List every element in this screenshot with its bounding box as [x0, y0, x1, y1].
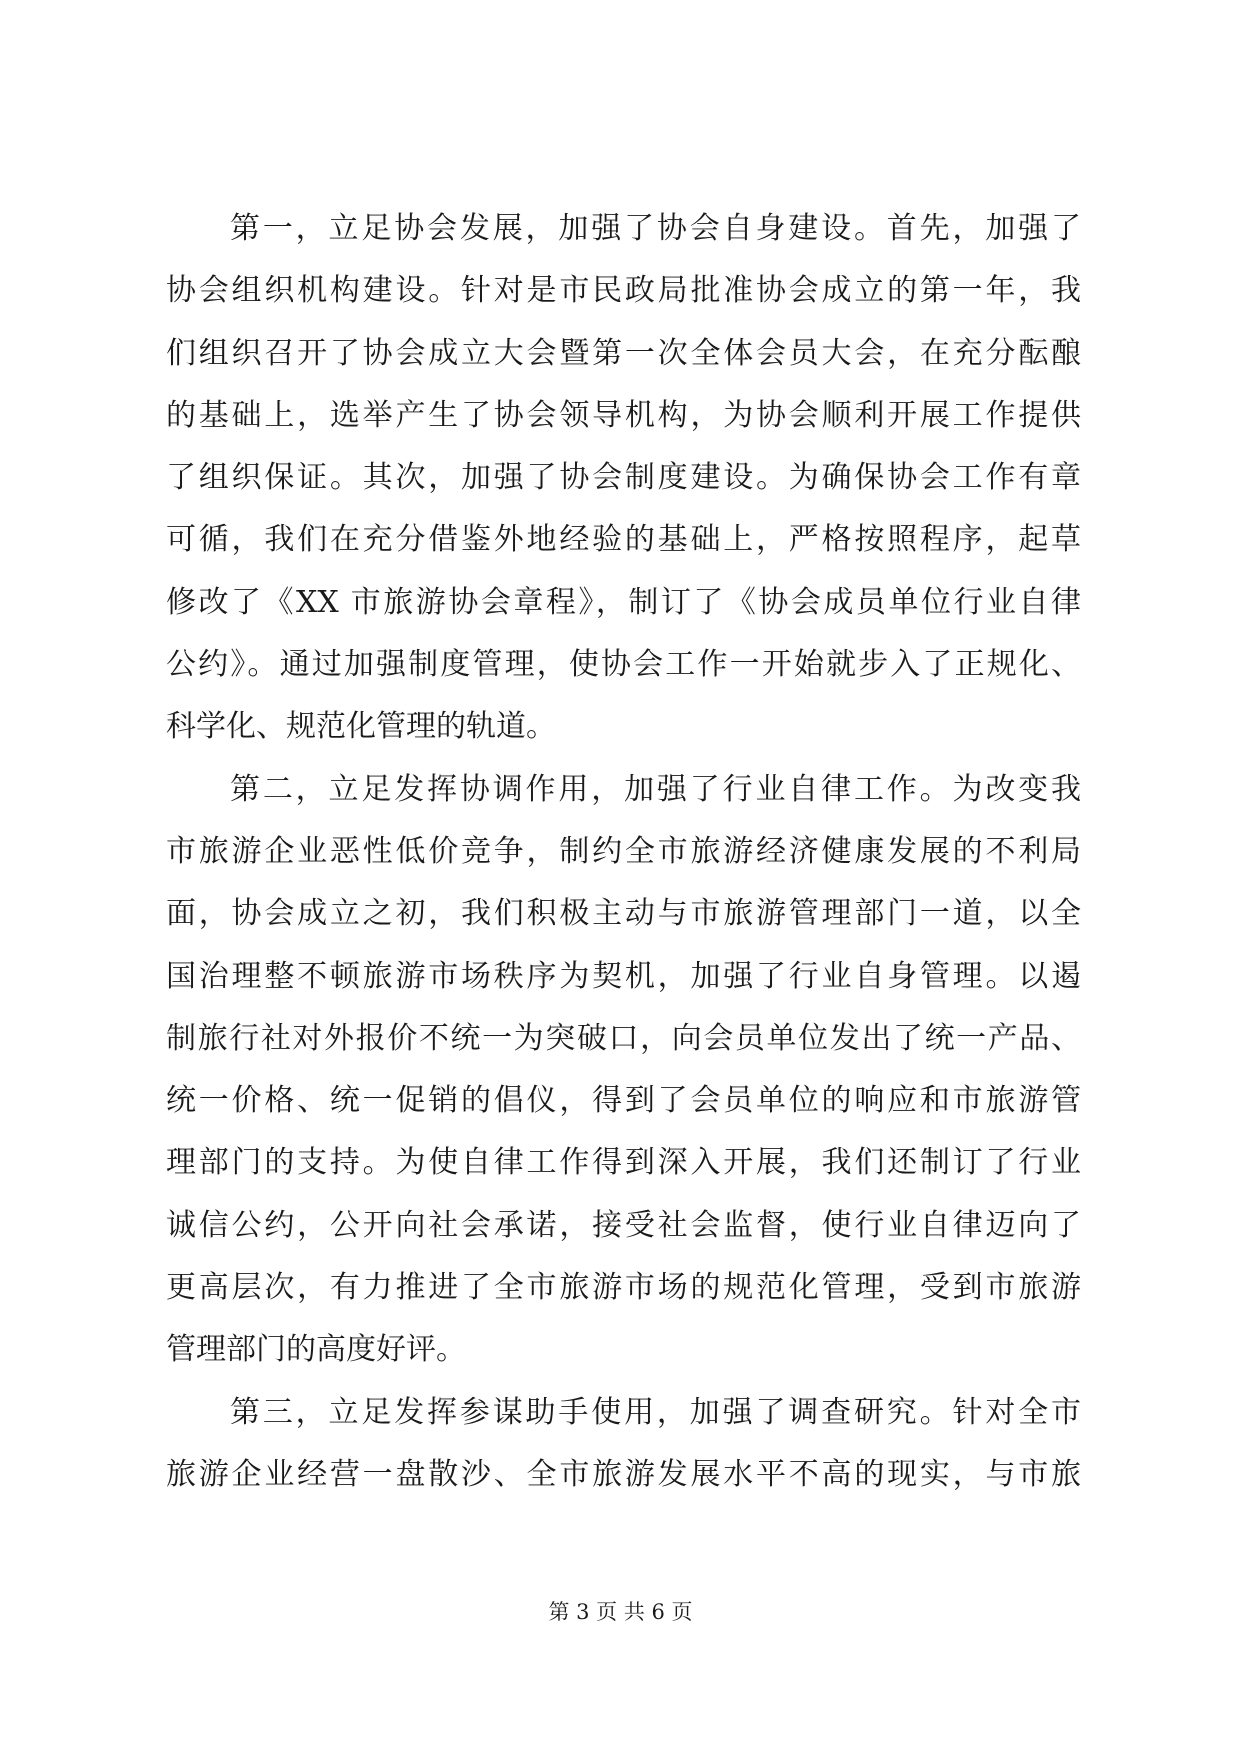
paragraph-line: 面，协会成立之初，我们积极主动与市旅游管理部门一道，以全 [166, 896, 1081, 932]
paragraph-line: 诚信公约，公开向社会承诺，接受社会监督，使行业自律迈向了 [166, 1207, 1081, 1243]
paragraph-line: 制旅行社对外报价不统一为突破口，向会员单位发出了统一产品、 [166, 1020, 1081, 1056]
paragraph-line: 公约》。通过加强制度管理，使协会工作一开始就步入了正规化、 [166, 647, 1081, 683]
paragraph-line: 科学化、规范化管理的轨道。 [166, 709, 556, 745]
paragraph-line: 国治理整不顿旅游市场秩序为契机，加强了行业自身管理。以遏 [166, 958, 1081, 994]
paragraph-line: 第二，立足发挥协调作用，加强了行业自律工作。为改变我 [230, 771, 1081, 807]
paragraph-line: 统一价格、统一促销的倡仪，得到了会员单位的响应和市旅游管 [166, 1083, 1081, 1119]
paragraph-line: 理部门的支持。为使自律工作得到深入开展，我们还制订了行业 [166, 1145, 1081, 1181]
paragraph-line: 的基础上，选举产生了协会领导机构，为协会顺利开展工作提供 [166, 397, 1081, 433]
paragraph-2 [166, 759, 1081, 1382]
page-number-label: 第 3 页 共 6 页 [548, 1600, 693, 1624]
paragraph-line: 市旅游企业恶性低价竞争，制约全市旅游经济健康发展的不利局 [166, 833, 1081, 869]
paragraph-line: 第一，立足协会发展，加强了协会自身建设。首先，加强了 [230, 211, 1081, 246]
paragraph-3 [166, 1382, 1081, 1507]
paragraph-line: 管理部门的高度好评。 [166, 1332, 466, 1368]
document-body [166, 198, 1081, 1506]
paragraph-line: 更高层次，有力推进了全市旅游市场的规范化管理，受到市旅游 [166, 1270, 1081, 1306]
paragraph-line: 协会组织机构建设。针对是市民政局批准协会成立的第一年，我 [166, 273, 1081, 309]
paragraph-line: 修改了《XX 市旅游协会章程》，制订了《协会成员单位行业自律 [166, 584, 1081, 620]
paragraph-1 [166, 198, 1081, 759]
paragraph-line: 旅游企业经营一盘散沙、全市旅游发展水平不高的现实，与市旅 [166, 1456, 1081, 1492]
paragraph-line: 了组织保证。其次，加强了协会制度建设。为确保协会工作有章 [166, 460, 1081, 496]
paragraph-line: 可循，我们在充分借鉴外地经验的基础上，严格按照程序，起草 [166, 522, 1081, 558]
paragraph-line: 第三，立足发挥参谋助手使用，加强了调查研究。针对全市 [230, 1394, 1081, 1430]
paragraph-line: 们组织召开了协会成立大会暨第一次全体会员大会，在充分酝酿 [166, 335, 1081, 371]
page-footer [0, 1596, 1241, 1626]
